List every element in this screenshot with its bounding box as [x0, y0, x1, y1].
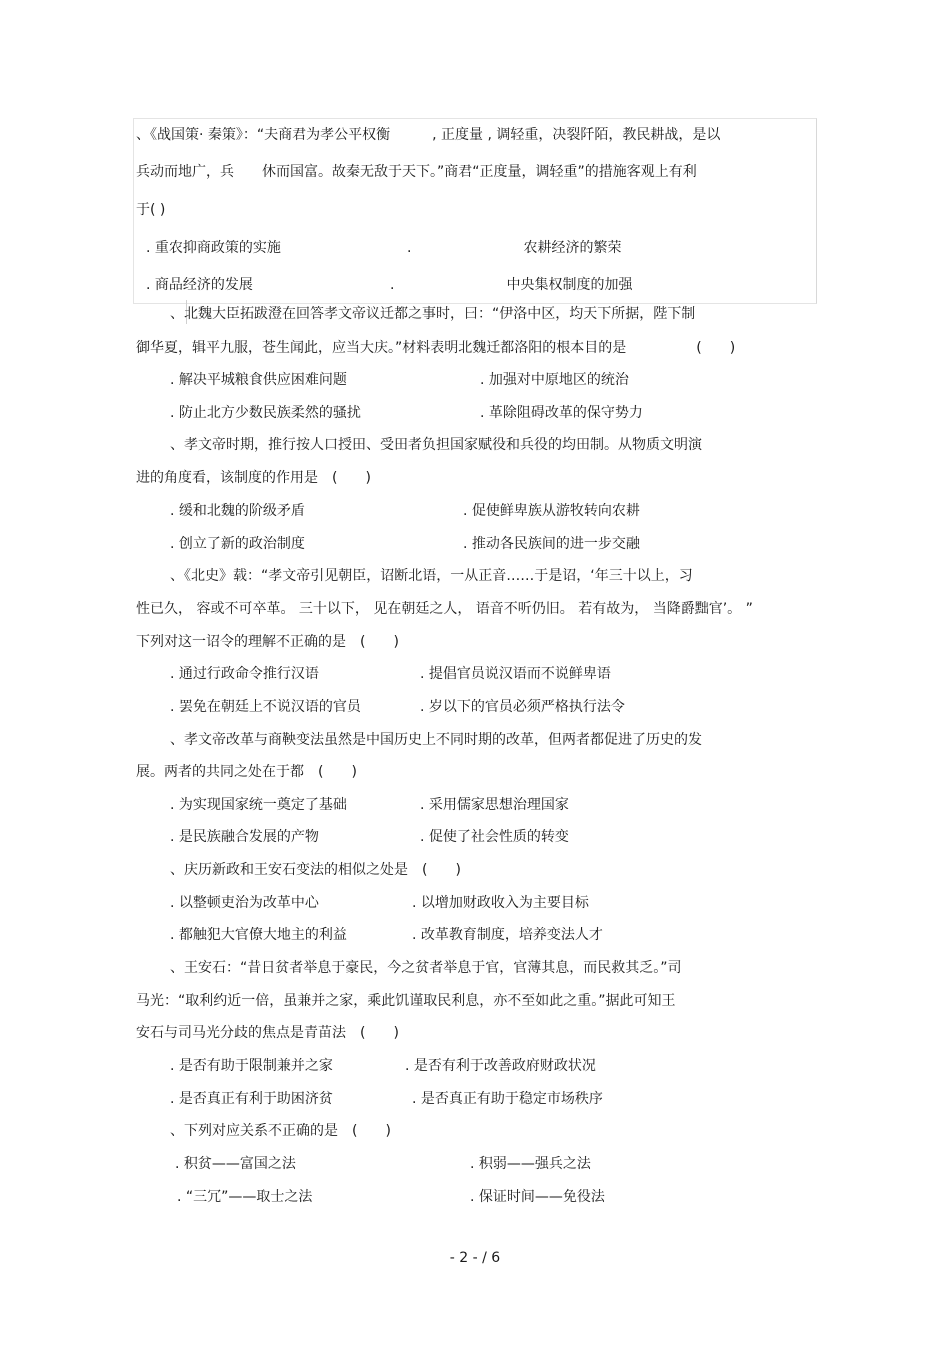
q1-stem-line-1: 、《战国策· 秦策》：“夫商君为孝公平权衡 , 正度量 , 调轻重，决裂阡陌，教民耕战，是以 — [136, 127, 721, 143]
q8-option-c: . “三冗”——取士之法 — [177, 1189, 313, 1205]
q1-option-b: . 农耕经济的繁荣 — [407, 240, 622, 256]
q6-stem-line-1: 、庆历新政和王安石变法的相似之处是 ( ) — [170, 862, 461, 878]
q6-option-c: . 都触犯大官僚大地主的利益 — [170, 927, 347, 943]
q1-option-a: . 重农抑商政策的实施 — [146, 240, 281, 256]
page-number: - 2 - / 6 — [449, 1250, 501, 1266]
q5-stem-line-1: 、孝文帝改革与商鞅变法虽然是中国历史上不同时期的改革，但两者都促进了历史的发 — [170, 732, 702, 748]
q2-stem-line-1: 、北魏大臣拓跋澄在回答孝文帝议迁都之事时，曰：“伊洛中区，均天下所据，陛下制 — [170, 306, 696, 322]
q2-stem-line-2: 御华夏，辑平九服，苍生闻此，应当大庆。”材料表明北魏迁都洛阳的根本目的是 ( ) — [136, 340, 736, 356]
q6-option-a: . 以整顿吏治为改革中心 — [170, 895, 319, 911]
q7-option-b: . 是否有利于改善政府财政状况 — [405, 1058, 596, 1074]
q2-option-b: . 加强对中原地区的统治 — [480, 372, 629, 388]
q2-option-d: . 革除阻碍改革的保守势力 — [480, 405, 643, 421]
q7-stem-line-2: 马光：“取利约近一倍，虽兼并之家，乘此饥谨取民利息，亦不至如此之重。”据此可知王 — [136, 993, 676, 1009]
q5-stem-line-2: 展。两者的共同之处在于都 ( ) — [136, 764, 357, 780]
q1-option-c: . 商品经济的发展 — [146, 277, 253, 293]
q1-stem-line-2: 兵动而地广，兵 休而国富。故秦无敌于天下。”商君“正度量，调轻重”的措施客观上有利 — [136, 164, 697, 180]
q1-stem-line-3: 于( ) — [136, 202, 166, 218]
q5-option-d: . 促使了社会性质的转变 — [420, 829, 569, 845]
q4-option-a: . 通过行政命令推行汉语 — [170, 666, 319, 682]
q4-option-b: . 提倡官员说汉语而不说鲜卑语 — [420, 666, 611, 682]
q4-stem-line-1: 、《北史》载：“孝文帝引见朝臣，诏断北语，一从正音……于是诏，‘年三十以上，习 — [170, 568, 693, 584]
q5-option-a: . 为实现国家统一奠定了基础 — [170, 797, 347, 813]
q3-option-a: . 缓和北魏的阶级矛盾 — [170, 503, 305, 519]
q5-option-c: . 是民族融合发展的产物 — [170, 829, 319, 845]
q3-stem-line-1: 、孝文帝时期，推行按人口授田、受田者负担国家赋役和兵役的均田制。从物质文明演 — [170, 437, 702, 453]
q7-stem-line-3: 安石与司马光分歧的焦点是青苗法 ( ) — [136, 1025, 399, 1041]
q8-option-b: . 积弱——强兵之法 — [470, 1156, 591, 1172]
q2-option-a: . 解决平城粮食供应困难问题 — [170, 372, 347, 388]
q1-option-d: . 中央集权制度的加强 — [390, 277, 633, 293]
q8-option-d: . 保证时间——免役法 — [470, 1189, 605, 1205]
q6-option-b: . 以增加财政收入为主要目标 — [412, 895, 589, 911]
q7-option-c: . 是否真正有利于助困济贫 — [170, 1091, 333, 1107]
q8-option-a: . 积贫——富国之法 — [175, 1156, 296, 1172]
q4-option-d: . 岁以下的官员必须严格执行法令 — [420, 699, 625, 715]
q2-option-c: . 防止北方少数民族柔然的骚扰 — [170, 405, 361, 421]
q4-option-c: . 罢免在朝廷上不说汉语的官员 — [170, 699, 361, 715]
q7-stem-line-1: 、王安石：“昔日贫者举息于豪民，今之贫者举息于官，官薄其息，而民救其乏。”司 — [170, 960, 682, 976]
q6-option-d: . 改革教育制度，培养变法人才 — [412, 927, 603, 943]
q3-option-b: . 促使鲜卑族从游牧转向农耕 — [463, 503, 640, 519]
q3-option-c: . 创立了新的政治制度 — [170, 536, 305, 552]
q5-option-b: . 采用儒家思想治理国家 — [420, 797, 569, 813]
q3-option-d: . 推动各民族间的进一步交融 — [463, 536, 640, 552]
q4-stem-line-2: 性已久， 容或不可卒革。 三十以下， 见在朝廷之人， 语音不听仍旧。 若有故为， 当降爵黜官’。 ” — [136, 601, 753, 617]
q8-stem-line-1: 、下列对应关系不正确的是 ( ) — [170, 1123, 391, 1139]
q3-stem-line-2: 进的角度看，该制度的作用是 ( ) — [136, 470, 371, 486]
q4-stem-line-3: 下列对这一诏令的理解不正确的是 ( ) — [136, 634, 399, 650]
q7-option-a: . 是否有助于限制兼并之家 — [170, 1058, 333, 1074]
q7-option-d: . 是否真正有助于稳定市场秩序 — [412, 1091, 603, 1107]
